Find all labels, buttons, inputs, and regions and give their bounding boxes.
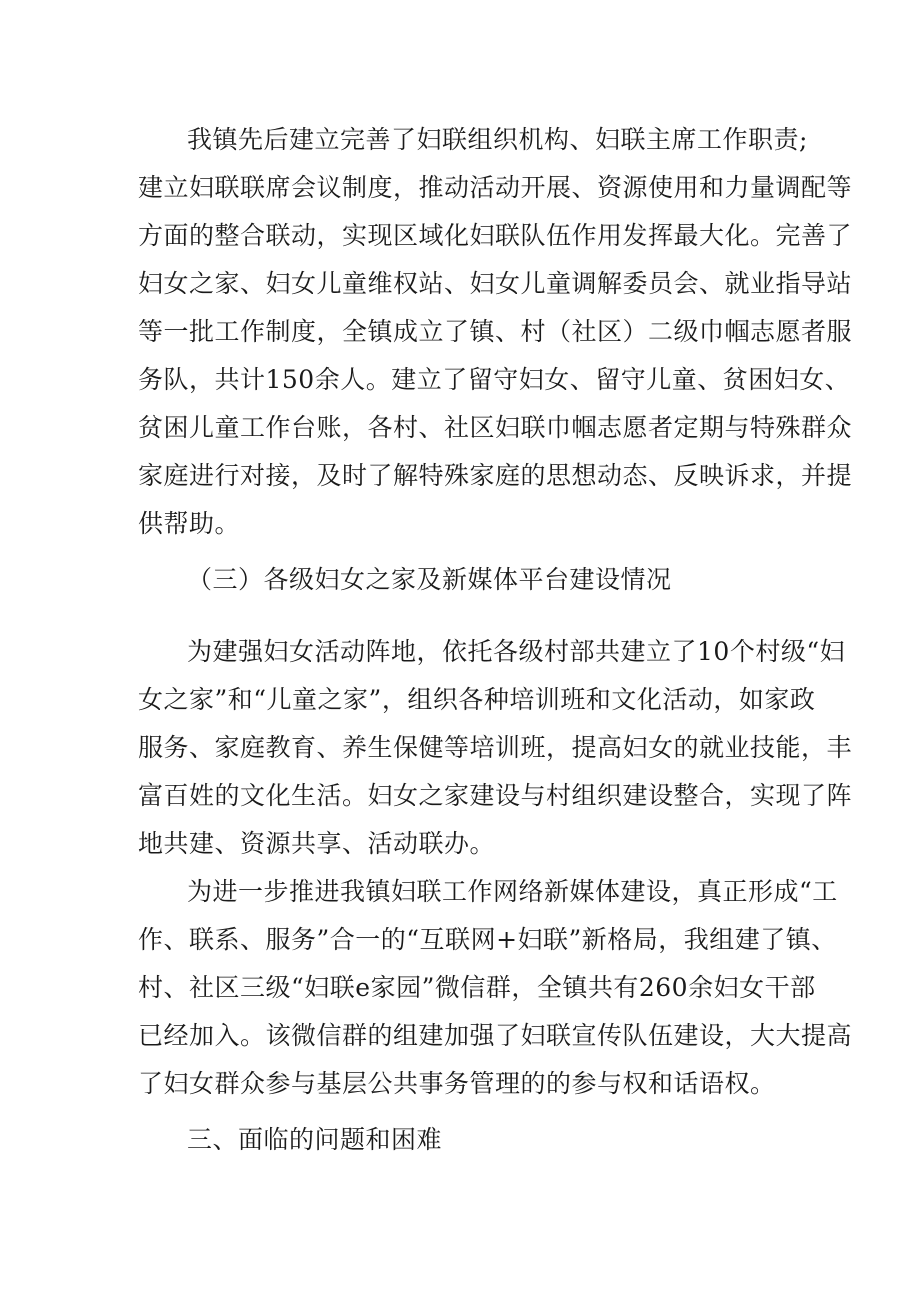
paragraph-2-line-1: 为建强妇女活动阵地，依托各级村部共建立了10个村级“妇 [187, 637, 846, 666]
paragraph-1-line-1: 我镇先后建立完善了妇联组织机构、妇联主席工作职责; [187, 125, 808, 154]
paragraph-1-line-9: 供帮助。 [138, 509, 241, 538]
subheading-3: （三）各级妇女之家及新媒体平台建设情况 [187, 565, 672, 594]
paragraph-3-line-5: 了妇女群众参与基层公共事务管理的的参与权和话语权。 [138, 1069, 776, 1098]
paragraph-2-line-3: 服务、家庭教育、养生保健等培训班，提高妇女的就业技能，丰 [138, 733, 853, 762]
paragraph-1-line-3: 方面的整合联动，实现区域化妇联队伍作用发挥最大化。完善了 [138, 221, 853, 250]
paragraph-2-line-2: 女之家”和“儿童之家”，组织各种培训班和文化活动，如家政 [138, 685, 816, 714]
paragraph-3-line-2: 作、联系、服务”合一的“互联网+妇联”新格局，我组建了镇、 [138, 925, 837, 954]
paragraph-2-line-5: 地共建、资源共享、活动联办。 [138, 829, 496, 858]
paragraph-1-line-7: 贫困儿童工作台账，各村、社区妇联巾帼志愿者定期与特殊群众 [138, 413, 853, 442]
paragraph-3-line-4: 已经加入。该微信群的组建加强了妇联宣传队伍建设，大大提高 [138, 1021, 853, 1050]
paragraph-1-line-8: 家庭进行对接，及时了解特殊家庭的思想动态、反映诉求，并提 [138, 461, 853, 490]
paragraph-3-line-3: 村、社区三级“妇联e家园”微信群，全镇共有260余妇女干部 [138, 973, 816, 1002]
paragraph-1-line-6: 务队，共计150余人。建立了留守妇女、留守儿童、贫困妇女、 [138, 365, 851, 394]
paragraph-3-line-1: 为进一步推进我镇妇联工作网络新媒体建设，真正形成“工 [187, 877, 838, 906]
paragraph-2-line-4: 富百姓的文化生活。妇女之家建设与村组织建设整合，实现了阵 [138, 781, 853, 810]
section-heading-3: 三、面临的问题和困难 [187, 1125, 443, 1154]
paragraph-1-line-2: 建立妇联联席会议制度，推动活动开展、资源使用和力量调配等 [138, 173, 853, 202]
paragraph-1-line-5: 等一批工作制度，全镇成立了镇、村（社区）二级巾帼志愿者服 [138, 317, 853, 346]
paragraph-1-line-4: 妇女之家、妇女儿童维权站、妇女儿童调解委员会、就业指导站 [138, 269, 853, 298]
